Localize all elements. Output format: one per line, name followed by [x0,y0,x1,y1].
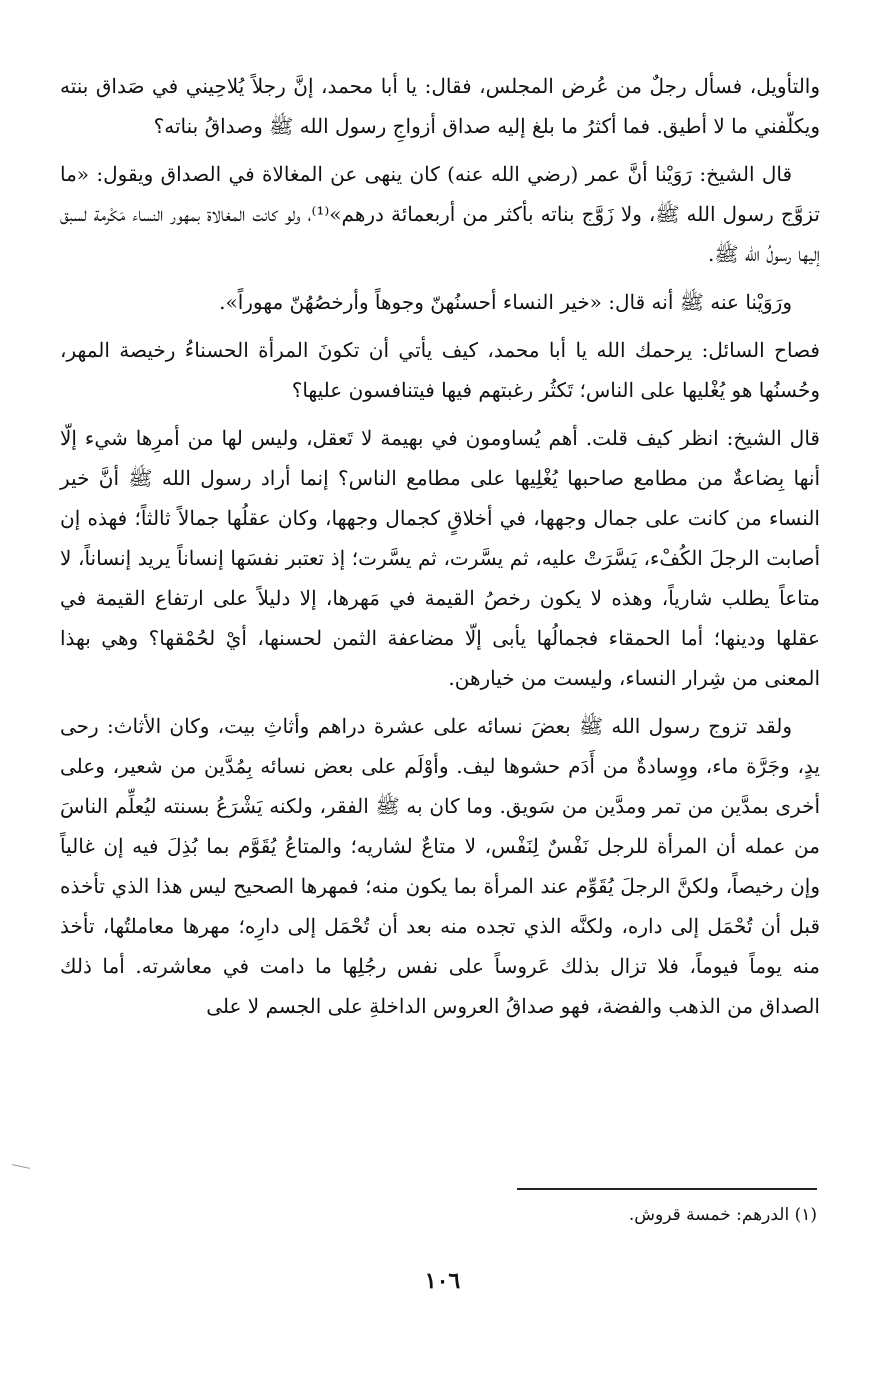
paragraph-3: ورَوَيْنا عنه ﷺ أنه قال: «خير النساء أحسنُهنّ وجوهاً وأرخصُهُنّ مهوراً». [219,290,792,314]
paragraph-1: والتأويل، فسأل رجلٌ من عُرض المجلس، فقال: يا أبا محمد، إنَّ رجلاً يُلاحِيني في صَداق بنته ويكلّفني ما لا أطيق. فما أكثرُ ما بلغ إليه صداق أزواجِ رسول الله ﷺ وصداقُ بناته؟ [60,74,820,138]
page-number: ١٠٦ [424,1268,461,1294]
paragraph-2: قال الشيخ: رَوَيْنا أنَّ عمر (رضي الله عنه) كان ينهى عن المغالاة في الصداق ويقول: «ما تزوَّج رسول الله ﷺ، ولا زَوَّج بناته بأكثر من أربعمائة درهم»⁽¹⁾، ولو كانت المغالاة بمهور النساء مَكْرمة لسبق إليها رسولُ الله ﷺ. [60,162,820,266]
margin-mark [12,1164,30,1169]
main-text [60,66,820,1026]
paragraph-5: قال الشيخ: انظر كيف قلت. أهم يُساومون في بهيمة لا تَعقل، وليس لها من أمرِها شيء إلّا أنها بِضاعةٌ من مطامع صاحبها يُغْلِيها على مطامع الناس؟ إنما أراد رسول الله ﷺ أنَّ خير النساء من كانت على جمال وجهها، في أخلاقٍ كجمال وجهها، وكان عقلُها جمالاً ثالثاً؛ فهذه إن أصابت الرجلَ الكُفْء، يَسَّرَتْ عليه، ثم يسَّرت، ثم يسَّرت؛ إذ تعتبر نفسَها إنساناً يريد إنساناً، لا متاعاً يطلب شارياً، وهذه لا يكون رخصُ القيمة في مَهرها، إلا دليلاً على ارتفاع القيمة في عقلها ودينها؛ أما الحمقاء فجمالُها يأبى إلّا مضاعفة الثمن لحسنها، أيْ لحُمْقها؟ وهي بهذا المعنى من شِرار النساء، وليست من خيارهن. [60,426,820,690]
paragraph-4: فصاح السائل: يرحمك الله يا أبا محمد، كيف يأتي أن تكونَ المرأة الحسناءُ رخيصة المهر، وحُسنُها هو يُغْليها على الناس؛ تَكثُر رغبتهم فيها فيتنافسون عليها؟ [60,338,820,402]
paragraph-6: ولقد تزوج رسول الله ﷺ بعضَ نسائه على عشرة دراهم وأثاثِ بيت، وكان الأثاث: رحى يدٍ، وجَرَّة ماء، ووِسادةٌ من أَدَم حشوها ليف. وأوْلَم على بعض نسائه بِمُدَّين من شعير، وعلى أخرى بمدَّين من تمر ومدَّين من سَويق. وما كان به ﷺ الفقر، ولكنه يَشْرَعُ بسنته ليُعلِّم الناسَ من عمله أن المرأة للرجل نَفْسٌ لِنَفْس، لا متاعٌ لشاريه؛ والمتاعُ يُقَوَّم بما بُذِلَ فيه إن غالياً وإن رخيصاً، ولكنَّ الرجلَ يُقَوِّم عند المرأة بما يكون منه؛ فمهرها الصحيح ليس هذا الذي تأخذه قبل أن تُحْمَل إلى داره، ولكنَّه الذي تجده منه بعد أن تُحْمَل إلى دارِه؛ مهرها معاملتُها، تأخذ منه يوماً فيوماً، فلا تزال بذلك عَروساً على نفس رجُلِها ما دامت في معاشرته. أما ذلك الصداق من الذهب والفضة، فهو صداقُ العروس الداخلةِ على الجسم لا على [60,714,820,1018]
footnote-divider [517,1188,817,1190]
footnote: (١) الدرهم: خمسة قروش. [628,1205,817,1225]
